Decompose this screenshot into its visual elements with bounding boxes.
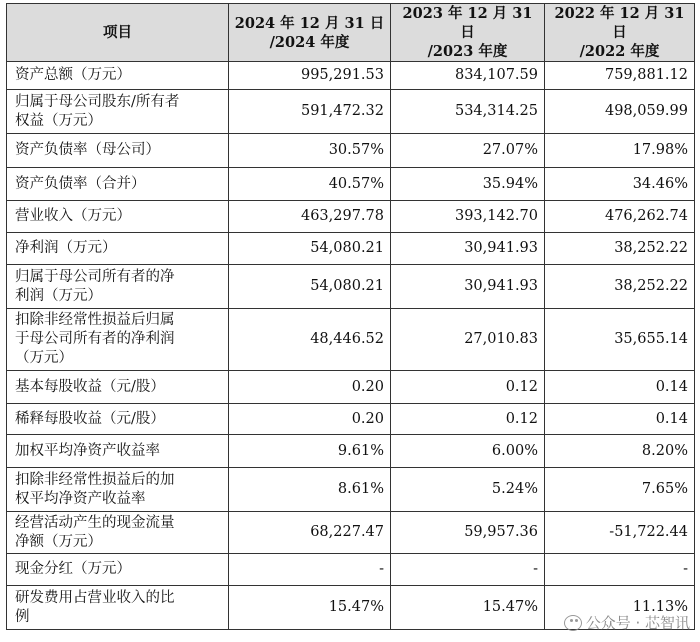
row-label: 基本每股收益（元/股）: [7, 371, 229, 404]
cell-value: 35,655.14: [545, 309, 695, 371]
cell-value: 59,957.36: [391, 512, 545, 554]
cell-value: 0.20: [229, 404, 391, 435]
cell-value: 30.57%: [229, 134, 391, 168]
cell-value: -: [545, 554, 695, 586]
table-row: [7, 62, 695, 90]
row-label: 营业收入（万元）: [7, 201, 229, 233]
cell-value: 5.24%: [391, 468, 545, 512]
cell-value: 68,227.47: [229, 512, 391, 554]
table-row: [7, 233, 695, 265]
row-label: 经营活动产生的现金流量 净额（万元）: [7, 512, 229, 554]
cell-value: 6.00%: [391, 435, 545, 468]
row-label: 研发费用占营业收入的比 例: [7, 586, 229, 630]
row-label: 净利润（万元）: [7, 233, 229, 265]
row-label: 归属于母公司股东/所有者 权益（万元）: [7, 90, 229, 134]
header-row: [7, 4, 695, 62]
row-label: 资产总额（万元）: [7, 62, 229, 90]
cell-value: 27.07%: [391, 134, 545, 168]
watermark-text: 公众号 · 芯智讯: [585, 614, 690, 632]
cell-value: 54,080.21: [229, 265, 391, 309]
cell-value: 0.14: [545, 404, 695, 435]
header-line: /2023 年度: [427, 43, 508, 60]
cell-value: 498,059.99: [545, 90, 695, 134]
cell-value: 0.12: [391, 404, 545, 435]
cell-value: 34.46%: [545, 168, 695, 201]
watermark: [564, 612, 690, 633]
cell-value: -51,722.44: [545, 512, 695, 554]
row-label: 扣除非经常性损益后归属 于母公司所有者的净利润 （万元）: [7, 309, 229, 371]
row-label: 归属于母公司所有者的净 利润（万元）: [7, 265, 229, 309]
table-row: [7, 309, 695, 371]
cell-value: 54,080.21: [229, 233, 391, 265]
cell-value: 38,252.22: [545, 233, 695, 265]
table-row: [7, 512, 695, 554]
cell-value: 8.61%: [229, 468, 391, 512]
header-2023: [391, 4, 545, 62]
row-label: 资产负债率（母公司）: [7, 134, 229, 168]
cell-value: 17.98%: [545, 134, 695, 168]
table-row: [7, 554, 695, 586]
cell-value: 48,446.52: [229, 309, 391, 371]
cell-value: 0.20: [229, 371, 391, 404]
cell-value: 0.12: [391, 371, 545, 404]
table-row: [7, 168, 695, 201]
header-2022: [545, 4, 695, 62]
table-row: [7, 371, 695, 404]
cell-value: 0.14: [545, 371, 695, 404]
cell-value: 27,010.83: [391, 309, 545, 371]
header-line: 2022 年 12 月 31 日: [554, 5, 685, 41]
cell-value: 15.47%: [229, 586, 391, 630]
cell-value: 476,262.74: [545, 201, 695, 233]
cell-value: 759,881.12: [545, 62, 695, 90]
cell-value: 35.94%: [391, 168, 545, 201]
cell-value: 30,941.93: [391, 233, 545, 265]
header-item: 项目: [7, 4, 229, 62]
cell-value: 15.47%: [391, 586, 545, 630]
cell-value: 7.65%: [545, 468, 695, 512]
cell-value: 393,142.70: [391, 201, 545, 233]
table-row: [7, 435, 695, 468]
row-label: 资产负债率（合并）: [7, 168, 229, 201]
row-label: 现金分红（万元）: [7, 554, 229, 586]
table-row: [7, 265, 695, 309]
cell-value: 30,941.93: [391, 265, 545, 309]
cell-value: -: [391, 554, 545, 586]
financial-table: [6, 3, 695, 630]
cell-value: -: [229, 554, 391, 586]
table-row: [7, 201, 695, 233]
table-row: [7, 90, 695, 134]
header-line: /2024 年度: [269, 33, 350, 51]
cell-value: 534,314.25: [391, 90, 545, 134]
header-line: /2022 年度: [579, 43, 660, 60]
wechat-icon: [564, 615, 582, 631]
header-line: 2023 年 12 月 31 日: [402, 5, 533, 41]
cell-value: 38,252.22: [545, 265, 695, 309]
cell-value: 40.57%: [229, 168, 391, 201]
cell-value: 8.20%: [545, 435, 695, 468]
table-row: [7, 468, 695, 512]
row-label: 加权平均净资产收益率: [7, 435, 229, 468]
cell-value: 11.13%: [545, 586, 695, 630]
cell-value: 995,291.53: [229, 62, 391, 90]
header-2024: [229, 4, 391, 62]
row-label: 扣除非经常性损益后的加 权平均净资产收益率: [7, 468, 229, 512]
table-row: [7, 404, 695, 435]
cell-value: 9.61%: [229, 435, 391, 468]
cell-value: 591,472.32: [229, 90, 391, 134]
cell-value: 834,107.59: [391, 62, 545, 90]
cell-value: 463,297.78: [229, 201, 391, 233]
row-label: 稀释每股收益（元/股）: [7, 404, 229, 435]
header-line: 2024 年 12 月 31 日: [234, 14, 385, 32]
table-row: [7, 134, 695, 168]
